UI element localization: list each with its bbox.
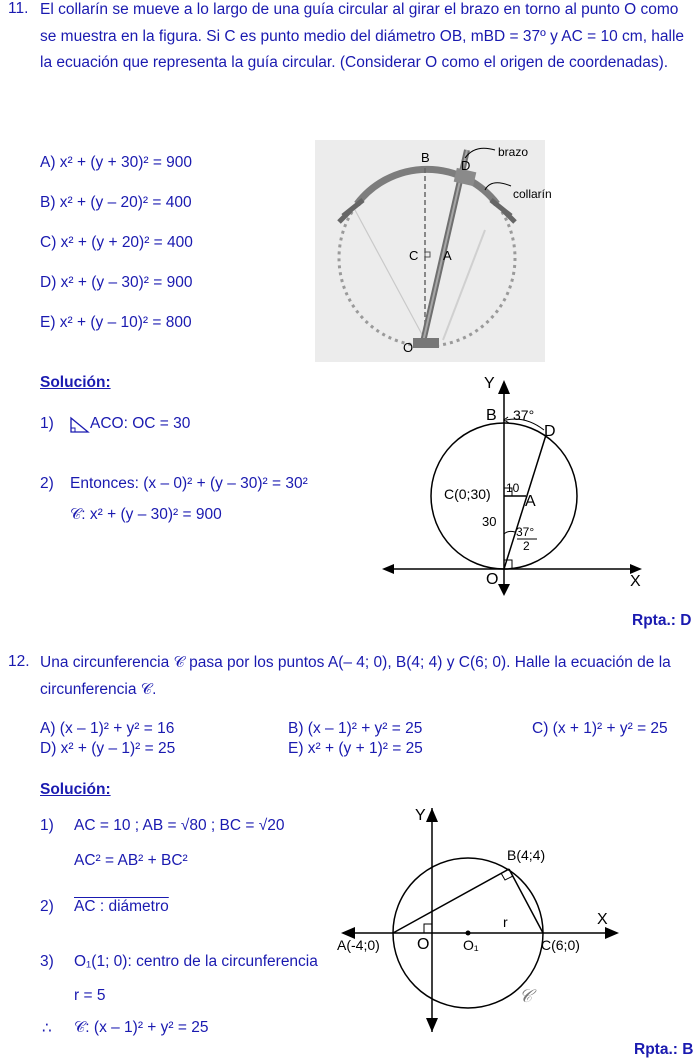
fig12-y-label: Y — [415, 807, 426, 824]
answer-11: Rpta.: D — [632, 612, 692, 629]
option-c: C) x² + (y + 20)² = 400 — [40, 234, 193, 251]
fig11-c-label: C(0;30) — [444, 486, 491, 502]
answer-12: Rpta.: B — [634, 1041, 694, 1058]
solution-11-step2-text: Entonces: (x – 0)² + (y – 30)² = 30² — [70, 475, 308, 492]
solution-11-step1-text: ACO: OC = 30 — [90, 415, 191, 432]
solution-12-step3-num: 3) — [40, 953, 54, 970]
solution-12-step2-text: AC : diámetro — [74, 898, 169, 915]
option-b: B) (x – 1)² + y² = 25 — [288, 720, 423, 737]
problem-11-statement: El collarín se mueve a lo largo de una guía circular al girar el brazo en torno al punto O como se muestra en la figura. Si C es punto medio del diámetro OB, mBD = 37º y AC = 10 cm, halle la ecuación que representa la guía circular. (Considerar O como el origen de coordenadas). — [40, 1, 685, 71]
fig11-a-label: A — [525, 493, 536, 510]
problem-11-figure — [380, 368, 650, 598]
photo-label-o: O — [403, 340, 414, 355]
photo-label-a: A — [443, 248, 452, 263]
solution-11-title: Solución: — [40, 374, 111, 391]
photo-label-d: D — [461, 158, 471, 173]
option-d: D) x² + (y – 1)² = 25 — [40, 740, 176, 757]
solution-12-step1-num: 1) — [40, 817, 54, 834]
fig11-half-angle-num: 37° — [516, 525, 535, 539]
option-a: A) (x – 1)² + y² = 16 — [40, 720, 175, 737]
fig12-c-label: C(6;0) — [541, 937, 580, 953]
fig11-half-angle-den: 2 — [523, 539, 530, 553]
solution-12-step3-text: O₁(1; 0): centro de la circunferencia — [74, 953, 318, 970]
solution-11-step2-num: 2) — [40, 475, 54, 492]
option-a: A) x² + (y + 30)² = 900 — [40, 154, 193, 171]
fig12-r-label: r — [503, 914, 508, 930]
fig12-o1-label: O₁ — [463, 937, 479, 953]
fig11-thirty-label: 30 — [482, 514, 497, 529]
collar-mechanism-photo — [315, 140, 552, 362]
right-triangle-icon — [70, 417, 90, 433]
solution-12-step1-text: AC = 10 ; AB = √80 ; BC = √20 — [74, 817, 285, 834]
solution-11-equation: 𝒞: x² + (y – 30)² = 900 — [70, 506, 222, 523]
photo-label-c: C — [409, 248, 419, 263]
option-c: C) (x + 1)² + y² = 25 — [532, 720, 668, 737]
option-b: B) x² + (y – 20)² = 400 — [40, 194, 192, 211]
fig12-curve-label: 𝒞 — [519, 986, 533, 1006]
problem-12-number: 12. — [8, 653, 30, 670]
solution-12-final-eq: 𝒞: (x – 1)² + y² = 25 — [74, 1019, 209, 1036]
fig11-y-label: Y — [484, 375, 495, 392]
fig12-x-label: X — [597, 911, 608, 928]
option-e: E) x² + (y – 10)² = 800 — [40, 314, 192, 331]
therefore-symbol: ∴ — [42, 1020, 52, 1037]
fig11-d-label: D — [544, 423, 556, 440]
fig11-b-label: B — [486, 407, 497, 424]
solution-12-step1-eq: AC² = AB² + BC² — [74, 852, 188, 869]
solution-12-radius: r = 5 — [74, 987, 106, 1004]
solution-12-title: Solución: — [40, 781, 111, 798]
fig11-angle-37: 37° — [513, 407, 535, 423]
photo-label-b: B — [421, 150, 430, 165]
option-d: D) x² + (y – 30)² = 900 — [40, 274, 193, 291]
option-e: E) x² + (y + 1)² = 25 — [288, 740, 423, 757]
fig11-o-label: O — [486, 571, 499, 588]
fig12-a-label: A(-4;0) — [337, 937, 380, 953]
fig11-ten-label: 10 — [506, 481, 520, 495]
fig12-o-label: O — [417, 936, 430, 953]
problem-11-number: 11. — [8, 0, 29, 17]
fig12-b-label: B(4;4) — [507, 847, 546, 863]
problem-12-statement: Una circunferencia 𝒞 pasa por los puntos A(– 4; 0), B(4; 4) y C(6; 0). Halle la ecuación de la circunferencia 𝒞. — [40, 654, 671, 698]
photo-label-brazo: brazo — [498, 145, 529, 159]
solution-11-step1-num: 1) — [40, 415, 54, 432]
problem-12-figure — [335, 800, 625, 1035]
fig11-x-label: X — [630, 573, 641, 590]
solution-12-step2-num: 2) — [40, 898, 54, 915]
photo-label-collarin: collarín — [513, 187, 552, 201]
